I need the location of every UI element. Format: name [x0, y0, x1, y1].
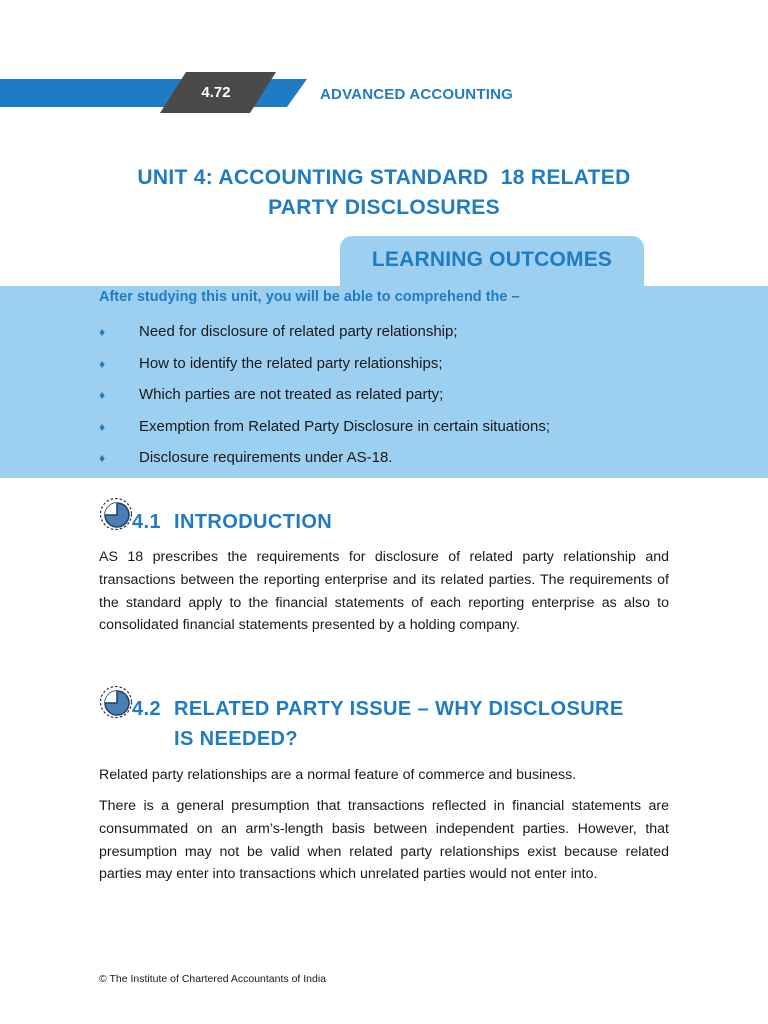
list-item-text: Which parties are not treated as related party; — [139, 386, 444, 404]
section-number: 4.2 — [132, 698, 162, 720]
section-title-line-1: RELATED PARTY ISSUE – WHY DISCLOSURE — [174, 698, 624, 720]
page-number: 4.72 — [201, 83, 231, 101]
learning-outcomes-tab — [340, 236, 644, 288]
list-item — [99, 385, 550, 417]
unit-title-line-2: PARTY DISCLOSURES — [268, 196, 500, 219]
paragraph: AS 18 prescribes the requirements for disclosure of related party relationship and transactions between the reporting enterprise and its related parties. The requirements of the standard apply to the financial statements of each reporting enterprise as also to consolidated financial statements presented by a holding company. — [99, 549, 669, 634]
list-item-text: Need for disclosure of related party relationship; — [139, 323, 458, 340]
section-number: 4.1 — [132, 511, 162, 533]
list-item-text: Disclosure requirements under AS-18. — [139, 449, 393, 467]
paragraph: Related party relationships are a normal feature of commerce and business. — [99, 767, 577, 783]
clock-icon — [99, 685, 133, 719]
learning-outcomes-intro: After studying this unit, you will be able to comprehend the – — [99, 289, 520, 305]
unit-title-line-1: UNIT 4: ACCOUNTING STANDARD 18 RELATED — [137, 166, 631, 189]
paragraph: There is a general presumption that transactions reflected in financial statements are consummated on an arm’s-length basis between independent parties. However, that presumption may not be valid when related party relationships exist because related parties may enter into transactions which unrelated parties would not enter into. — [99, 798, 669, 883]
section-title-line-2: IS NEEDED? — [174, 728, 299, 750]
diamond-bullet-icon: ♦ — [99, 356, 106, 371]
list-item — [99, 322, 550, 354]
section-heading-related-party-issue — [132, 694, 692, 754]
unit-title — [60, 163, 708, 223]
list-item — [99, 417, 550, 449]
diamond-bullet-icon: ♦ — [99, 419, 106, 434]
list-item-text: How to identify the related party relationships; — [139, 354, 443, 372]
list-item — [99, 448, 550, 480]
diamond-bullet-icon: ♦ — [99, 388, 106, 403]
learning-outcomes-label: LEARNING OUTCOMES — [371, 248, 613, 271]
running-title: ADVANCED ACCOUNTING — [320, 86, 513, 103]
list-item — [99, 354, 550, 386]
section-heading-introduction — [132, 507, 332, 537]
diamond-bullet-icon: ♦ — [99, 325, 106, 339]
diamond-bullet-icon: ♦ — [99, 451, 106, 466]
section-title: INTRODUCTION — [174, 511, 333, 533]
list-item-text: Exemption from Related Party Disclosure in certain situations; — [139, 417, 551, 435]
clock-icon — [99, 497, 133, 531]
footer-copyright: © The Institute of Chartered Accountants of India — [99, 973, 327, 985]
learning-outcomes-list — [99, 322, 550, 480]
